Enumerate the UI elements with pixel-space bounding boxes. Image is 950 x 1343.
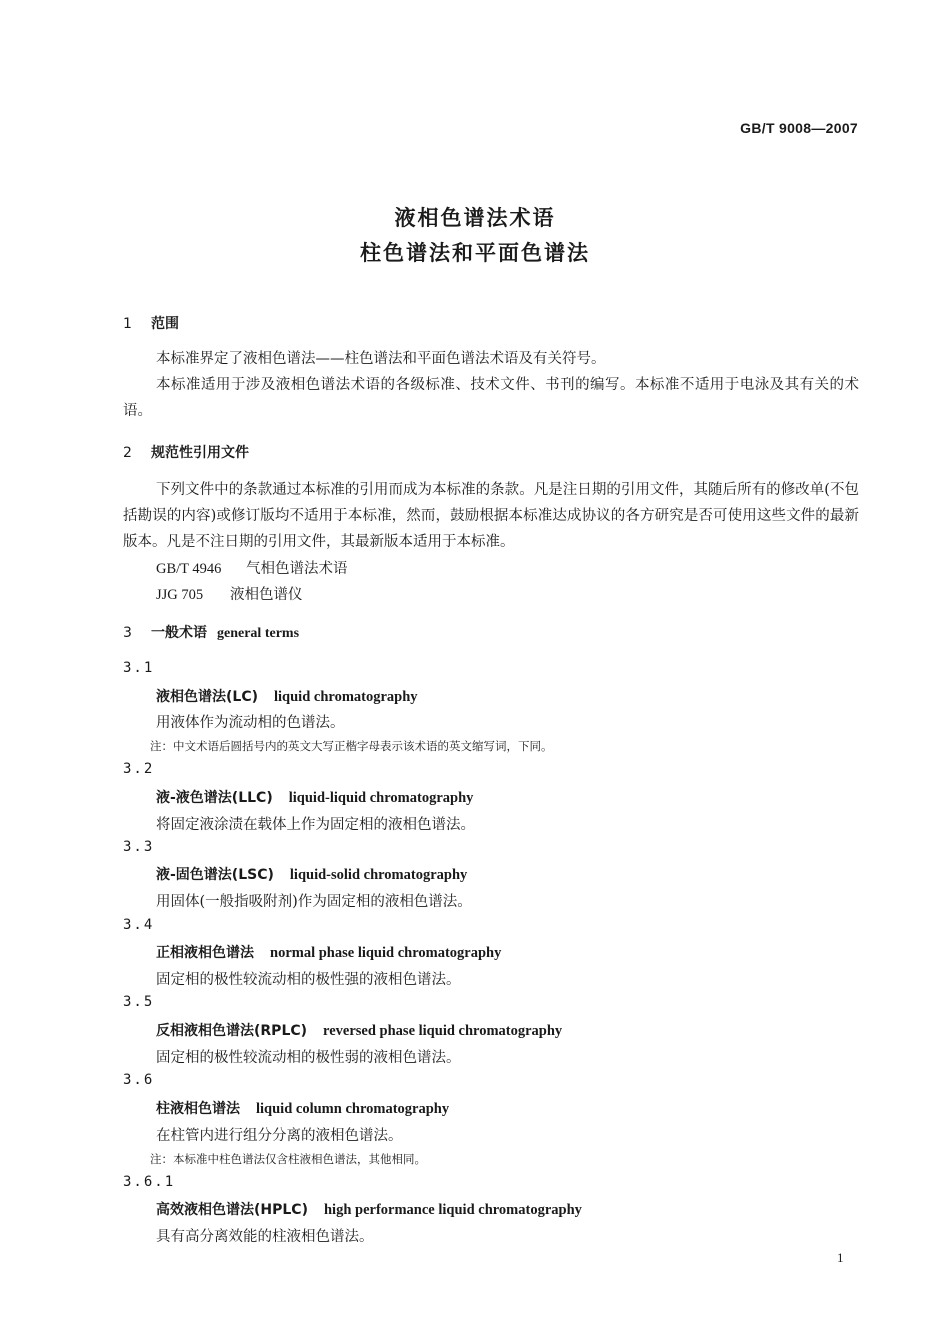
term-number: 3.1 xyxy=(123,660,155,676)
term-zh: 液-固色谱法(LSC) xyxy=(156,867,274,883)
page-number: 1 xyxy=(837,1250,844,1265)
term-en: high performance liquid chromatography xyxy=(323,1202,582,1218)
section-title: 规范性引用文件 xyxy=(151,445,249,461)
section-number: 1 xyxy=(123,316,132,332)
term-heading xyxy=(156,1020,562,1040)
paragraph: 本标准适用于涉及液相色谱法术语的各级标准、技术文件、书刊的编写。本标准不适用于电泳及其有关的术语。 xyxy=(123,377,859,419)
term-number: 3.3 xyxy=(123,839,155,855)
term-zh: 液相色谱法(LC) xyxy=(156,689,258,705)
term-definition: 将固定液涂渍在载体上作为固定相的液相色谱法。 xyxy=(156,817,475,833)
term-en: liquid column chromatography xyxy=(256,1101,450,1117)
term-heading xyxy=(156,1199,582,1219)
document-title: 液相色谱法术语 xyxy=(394,206,556,230)
term-note: 注：中文术语后圆括号内的英文大写正楷字母表示该术语的英文缩写词，下同。 xyxy=(150,739,553,753)
section-number: 2 xyxy=(123,445,132,461)
term-zh: 柱液相色谱法 xyxy=(156,1101,240,1117)
section-1-body xyxy=(123,346,859,424)
section-1-heading xyxy=(123,313,179,333)
term-zh: 液-液色谱法(LLC) xyxy=(156,790,273,806)
reference-name: 液相色谱仪 xyxy=(230,587,303,603)
section-number: 3 xyxy=(123,625,132,641)
term-en: normal phase liquid chromatography xyxy=(270,945,502,961)
term-en: reversed phase liquid chromatography xyxy=(323,1023,563,1039)
term-definition: 具有高分离效能的柱液相色谱法。 xyxy=(156,1229,374,1245)
term-number: 3.6.1 xyxy=(123,1174,176,1190)
term-definition: 固定相的极性较流动相的极性弱的液相色谱法。 xyxy=(156,1050,461,1066)
section-title: 范围 xyxy=(151,316,179,332)
term-heading xyxy=(156,864,467,884)
term-heading xyxy=(156,942,501,962)
term-en: liquid-liquid chromatography xyxy=(288,790,474,806)
paragraph: 下列文件中的条款通过本标准的引用而成为本标准的条款。凡是注日期的引用文件，其随后所有的修改单(不包括勘误的内容)或修订版均不适用于本标准，然而，鼓励根据本标准达成协议的各方研究是否可使用这些文件的最新版本。凡是不注日期的引用文件，其最新版本适用于本标准。 xyxy=(123,482,859,550)
section-2-heading xyxy=(123,442,249,462)
section-title-en: general terms xyxy=(217,626,300,641)
term-zh: 反相液相色谱法(RPLC) xyxy=(156,1023,308,1039)
term-heading xyxy=(156,787,473,807)
reference-item xyxy=(156,583,303,604)
section-title: 一般术语 xyxy=(151,625,207,641)
reference-code: GB/T 4946 xyxy=(156,561,222,577)
term-note: 注：本标准中柱色谱法仅含柱液相色谱法，其他相同。 xyxy=(150,1152,426,1166)
term-en: liquid-solid chromatography xyxy=(289,867,468,883)
reference-name: 气相色谱法术语 xyxy=(246,561,348,577)
document-subtitle: 柱色谱法和平面色谱法 xyxy=(360,241,590,265)
term-definition: 在柱管内进行组分分离的液相色谱法。 xyxy=(156,1128,403,1144)
term-number: 3.6 xyxy=(123,1072,155,1088)
term-heading xyxy=(156,686,418,706)
term-number: 3.4 xyxy=(123,917,155,933)
section-2-body xyxy=(123,477,859,555)
term-zh: 正相液相色谱法 xyxy=(156,945,254,961)
term-zh: 高效液相色谱法(HPLC) xyxy=(156,1202,308,1218)
term-definition: 用固体(一般指吸附剂)作为固定相的液相色谱法。 xyxy=(156,894,472,910)
term-definition: 用液体作为流动相的色谱法。 xyxy=(156,715,345,731)
term-number: 3.2 xyxy=(123,761,155,777)
term-heading xyxy=(156,1098,449,1118)
term-number: 3.5 xyxy=(123,994,155,1010)
paragraph: 本标准界定了液相色谱法——柱色谱法和平面色谱法术语及有关符号。 xyxy=(156,351,606,367)
standard-number: GB/T 9008—2007 xyxy=(740,120,858,136)
reference-item xyxy=(156,557,348,578)
section-3-heading xyxy=(123,622,299,642)
reference-code: JJG 705 xyxy=(156,587,204,603)
term-en: liquid chromatography xyxy=(274,689,418,705)
term-definition: 固定相的极性较流动相的极性强的液相色谱法。 xyxy=(156,972,461,988)
